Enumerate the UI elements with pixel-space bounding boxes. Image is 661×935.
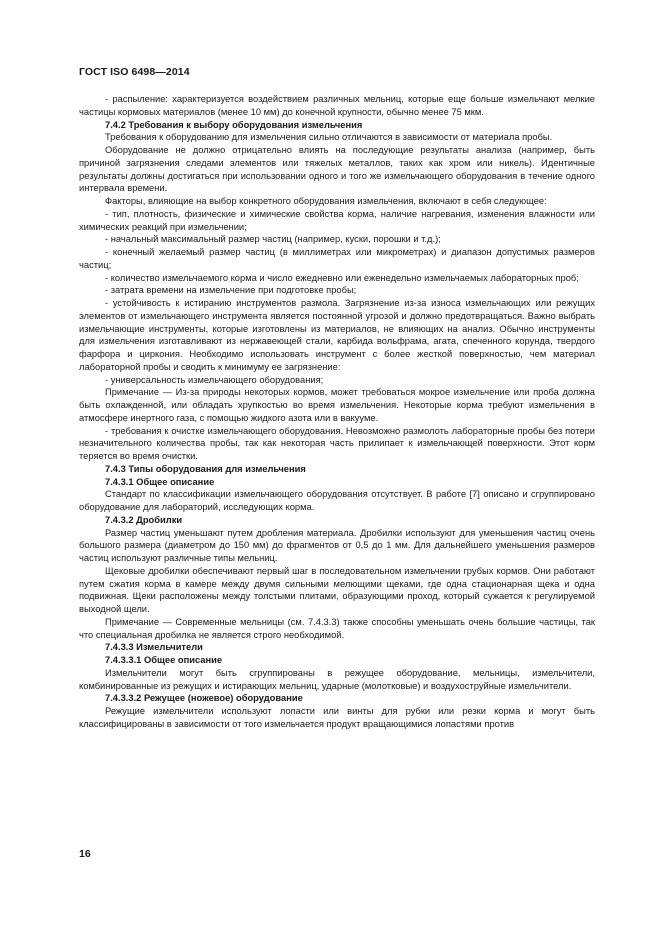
body-paragraph: - требования к очистке измельчающего оборудования. Невозможно размолоть лабораторные пробы без потери незначительного количества пробы, так как некоторая часть прилипает к измельчающей поверхности. Этот корм теряется во время очистки.: [79, 425, 595, 461]
document-body: [79, 93, 595, 731]
body-paragraph: - конечный желаемый размер частиц (в миллиметрах или микрометрах) и диапазон допустимых размеров частиц;: [79, 247, 595, 270]
section-heading: 7.4.3.3.2 Режущее (ножевое) оборудование: [105, 693, 303, 704]
body-paragraph: - универсальность измельчающего оборудования;: [105, 374, 324, 385]
page-number: 16: [79, 848, 91, 860]
body-paragraph: Размер частиц уменьшают путем дробления материала. Дробилки используют для уменьшения частиц очень большого размера (диаметром до 150 мм) до фрагментов от 0,5 до 1 мм. Для дальнейшего уменьшения размеров частиц используют различные типы мельниц.: [79, 527, 595, 563]
section-heading: 7.4.3.1 Общее описание: [105, 476, 215, 487]
body-paragraph: Факторы, влияющие на выбор конкретного оборудования измельчения, включают в себя следующее:: [105, 196, 547, 206]
body-paragraph: Примечание — Из-за природы некоторых кормов, может требоваться мокрое измельчение или проба должна быть охлажденной, или обладать хрупкостью во время измельчения. Некоторые корма требуют измельчения в атмосфере инертного газа, с помощью жидкого азота или в вакууме.: [79, 387, 595, 423]
body-paragraph: Режущие измельчители используют лопасти или винты для рубки или резки корма и могут быть классифицированы в зависимости от того измельчается продукт вращающимися лопастями против: [79, 706, 595, 729]
section-heading: 7.4.2 Требования к выбору оборудования измельчения: [105, 119, 363, 130]
body-paragraph: Измельчители могут быть сгруппированы в режущее оборудование, мельницы, измельчители, комбинированные из режущих и истирающих мельниц, ударные (молотковые) и воздухоструйные измельчители.: [79, 667, 595, 691]
body-paragraph: - устойчивость к истиранию инструментов размола. Загрязнение из-за износа измельчающих или режущих элементов от измельчающего инструмента является постоянной угрозой и должно предотвращаться. Важно выбрать измельчающие инструменты, которые изготовлены из материалов, не влияющих на анализ. Обычно инструменты для измельчения изготавливают из нержавеющей стали, карбида вольфрама, агата, спеченного корунда, твердого фарфора и циркония. Необходимо использовать инструмент с более жесткой поверхностью, чем материал лабораторной пробы и сводить к минимуму ее загрязнение:: [79, 298, 595, 372]
body-paragraph: Щековые дробилки обеспечивают первый шаг в последовательном измельчении грубых кормов. Они работают путем сжатия корма в камере между двумя сильными мелющими щеками, где одна стационарная щека и одна подвижная. Щеки расположены между толстыми плитами, образующими проход, который сужается к регулируемой выходной щели.: [79, 565, 595, 614]
body-paragraph: Оборудование не должно отрицательно влиять на последующие результаты анализа (например, быть причиной загрязнения следами элементов или тяжелых металлов, таких как хром или никель). Идентичные результаты должны достигаться при использовании одного и того же измельчающего оборудования в течение одного интервала времени.: [79, 145, 595, 194]
body-paragraph: - распыление: характеризуется воздействием различных мельниц, которые еще больше измельчают мелкие частицы кормовых материалов (менее 10 мм) до конечной крупности, обычно менее 75 мкм.: [79, 94, 595, 117]
body-paragraph: Примечание — Современные мельницы (см. 7.4.3.3) также способны уменьшать очень большие частицы, так что специальная дробилка не является строго необходимой.: [79, 616, 595, 640]
body-paragraph: - начальный максимальный размер частиц (например, куски, порошки и т.д.);: [105, 234, 441, 245]
body-paragraph: Требования к оборудованию для измельчения сильно отличаются в зависимости от материала пробы.: [105, 132, 553, 143]
body-paragraph: - затрата времени на измельчение при подготовке пробы;: [105, 285, 357, 296]
document-header: ГОСТ ISO 6498—2014: [79, 66, 190, 78]
section-heading: 7.4.3 Типы оборудования для измельчения: [105, 463, 306, 474]
section-heading: 7.4.3.3 Измельчители: [105, 642, 203, 653]
section-heading: 7.4.3.3.1 Общее описание: [105, 655, 223, 665]
body-paragraph: Стандарт по классификации измельчающего оборудования отсутствует. В работе [7] описано и сгруппировано оборудование для лабораторий, исследующих корма.: [79, 489, 595, 512]
body-paragraph: - тип, плотность, физические и химические свойства корма, наличие нагревания, изменения влажности или химических реакций при измельчении;: [79, 208, 595, 232]
section-heading: 7.4.3.2 Дробилки: [105, 514, 183, 525]
body-paragraph: - количество измельчаемого корма и число ежедневно или еженедельно измельчаемых лабораторных проб;: [105, 272, 579, 283]
